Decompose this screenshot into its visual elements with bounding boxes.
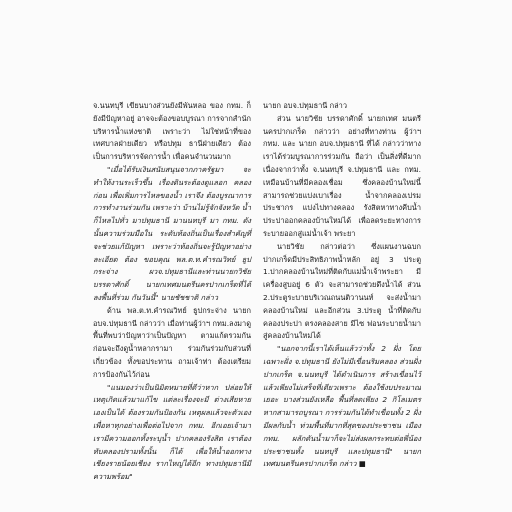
paragraph-quote-chadchart: "เมื่อได้รับเงินสนับสนุนจากภาครัฐมา จะทำให้งานระเร็วขึ้น เรื่องดินระต้องดูแลอก คลองก่อน เพื่อเพิ่มการไหลของน้ำ เราจึง ต้องบูรณาการการทำงานร่วมกัน เพราะว่า บ้านไม่รู้จักจังหวัด น้ำก็ไหลไปทั่ว มาปทุมธานี มานนทบุรี มา กทม. ดังนั้นความร่วมมือใน ระดับท้องถิ่นเป็นเรื่องสำคัญที่จะช่วยแก้ปัญหา เพราะว่าท้องถิ่นจะรู้ปัญหาอย่างละเอียด ต้อง ขอบคุณ พล.ต.ท.คำรณวิทย์ ธูปกระจ่าง ผวจ.ปทุมธานีและท่านนายกวิชัย บรรดาศักดิ์ นายกเทศมนตรีนครปากเกร็ดที่ได้ลงพื้นที่ร่วม กันวันนี้" นายชัชชาติ กล่าว [93,164,251,302]
paragraph-floodgates: นายวิชัย กล่าวต่อว่า ซึ่งแผนงานฉบก ปากเกร็ดมีประสิทธิภาพน้ำหลัก อยู่ 3 ประตู 1.ปากคลองบ้านใหม่ที่ติดกับแม่น้ำเจ้าพระยา มีเครื่องสูบอยู่ 6 ตัว จะสามารถช่วยดึงน้ำได้ ส่วน 2.ประตูระบายบริเวณถนนติวานนท์ จะส่งน้ำมาคลองบ้านใหม่ และอีกส่วน 3.ประตู น้ำที่ติดกับคลองประปา ตรงคลองสาย มีไซ ฟอนระบายน้ำมาสู่คลองบ้านใหม่ได้ [263,241,421,341]
article-left-column [93,100,251,484]
article-right-column [263,100,421,471]
paragraph-wichai-statement: ส่วน นายวิชัย บรรดาศักดิ์ นายกเทศ มนตรีนครปากเกร็ด กล่าวว่า อย่างที่ทางท่าน ผู้ว่าฯ กทม. และ นายก อบจ.ปทุมธานี ที่ได้ กล่าวว่าทางเราได้ร่วมบูรณาการร่วมกัน ถือว่า เป็นสิ่งที่ดีมาก เนื่องจากว่าทั้ง จ.นนทบุรี จ.ปทุมธานี และ กทม. เหมือนบ้านที่มีคลองเชื่อม ซึ่งคลองบ้านใหม่นี้สามารถช่วยแบ่งเบาเรื่อง น้ำจากคลองเปรมประชากร แบ่งไปทางคลอง รังสิตหาทางคีบน้ำประปาออกคลองบ้านใหม่ได้ เพื่อลดระยะทางการระบายออกสู่แม่น้ำเจ้า พระยา [263,113,421,238]
paragraph-quote-kamronwit: "แนมองว่าเป็นนิมิตหมายที่ดีว่าหาก ปล่อยให้เหตุเกิดแล้วมาแก้ไข แต่ละเรื่องจะมี ต่างเสียหายเองเป็นได้ ต้องรวมกันป้องกัน เหตุผลแล้วจะตัวเองเพื่อหาทุกอย่างเพื่อต่อไปจาก กทม. อีกเอยเจ้ามา เรามีความออกทั้งระบุน้ำ ปากคลองรังสิต เราต้องทับคลองปรามทั้งนั้น ก็ได้ เพื่อให้น้ำออกทางเชียงรายน้อยเชียง รากไหญ่ได้อีก ทางปทุมธานีมีความพร้อม" [93,382,251,482]
paragraph-quote-wichai: "นอกจากนี้เราได้เห็นแล้วว่าทั้ง 2 ฝั่ง โดยเฉพาะฝั่ง จ.ปทุมธานี ยังไม่มีเขื่อนริมคลอง ส่วนฝั่งปากเกร็ด จ.นนทบุรี ได้ดำเนินการ สร้างเขื่อนไว้แล้วเพียงไม่เสร็จที่เดียวเพราะ ต้องใช้งบประมาณเยอะ บางส่วนยังเหลือ พื้นที่ลดเพียง 2 กิโลเมตร หากสามารถบูรณา การร่วมกันได้ทำเขื่อนทั้ง 2 ฝั่ง มีผลกับน้ำ ท่วมพื้นที่มากที่สุดของประชาชน เมือง กทม. ผลักดันน้ำมาก็จะไม่ส่งผลกระทบต่อพี่น้อง ประชาชนทั้ง นนทบุรี และปทุมธานี" นายก เทศมนตรีนครปากเกร็ด กล่าว ■ [263,344,421,469]
paragraph-kamronwit-statement: ด้าน พล.ต.ท.คำรณวิทย์ ธูปกระจ่าง นายก อบจ.ปทุมธานี กล่าวว่า เมื่อท่านผู้ว่าฯ กทม.ลงมาดูพื้นที่พบว่าปัญหาว่าเป็นปัญหา ตามแก้ตรวมกัน ก่อนจะถึงดูน้ำหลากรามา ร่วมกันร่วมกับส่วนที่เกี่ยวข้อง ทั้งขอประทาน ถามเจ้าท่า ต้องเตรียมการป้องกันไว้ก่อน [93,305,251,379]
paragraph-attribution: นายก อบจ.ปทุมธานี กล่าว [263,101,347,110]
paragraph-intro-left: จ.นนทบุรี เขียนบางส่วนยังมีพันหลอ ของ กทม. ก็ยังมีปัญหาอยู่ อาจจะต้องขอบบูรณา การจากสำนักบริหารน้ำแห่งชาติ เพราะว่า ไม่ใช่หน้าที่ของเทศบาลฝ่ายเดียว หรือปทุม ธานีฝ่ายเดียว ต้องเป็นการบริหารจัดการน้ำ เพื่อคนจำนวนมาก [93,101,251,162]
